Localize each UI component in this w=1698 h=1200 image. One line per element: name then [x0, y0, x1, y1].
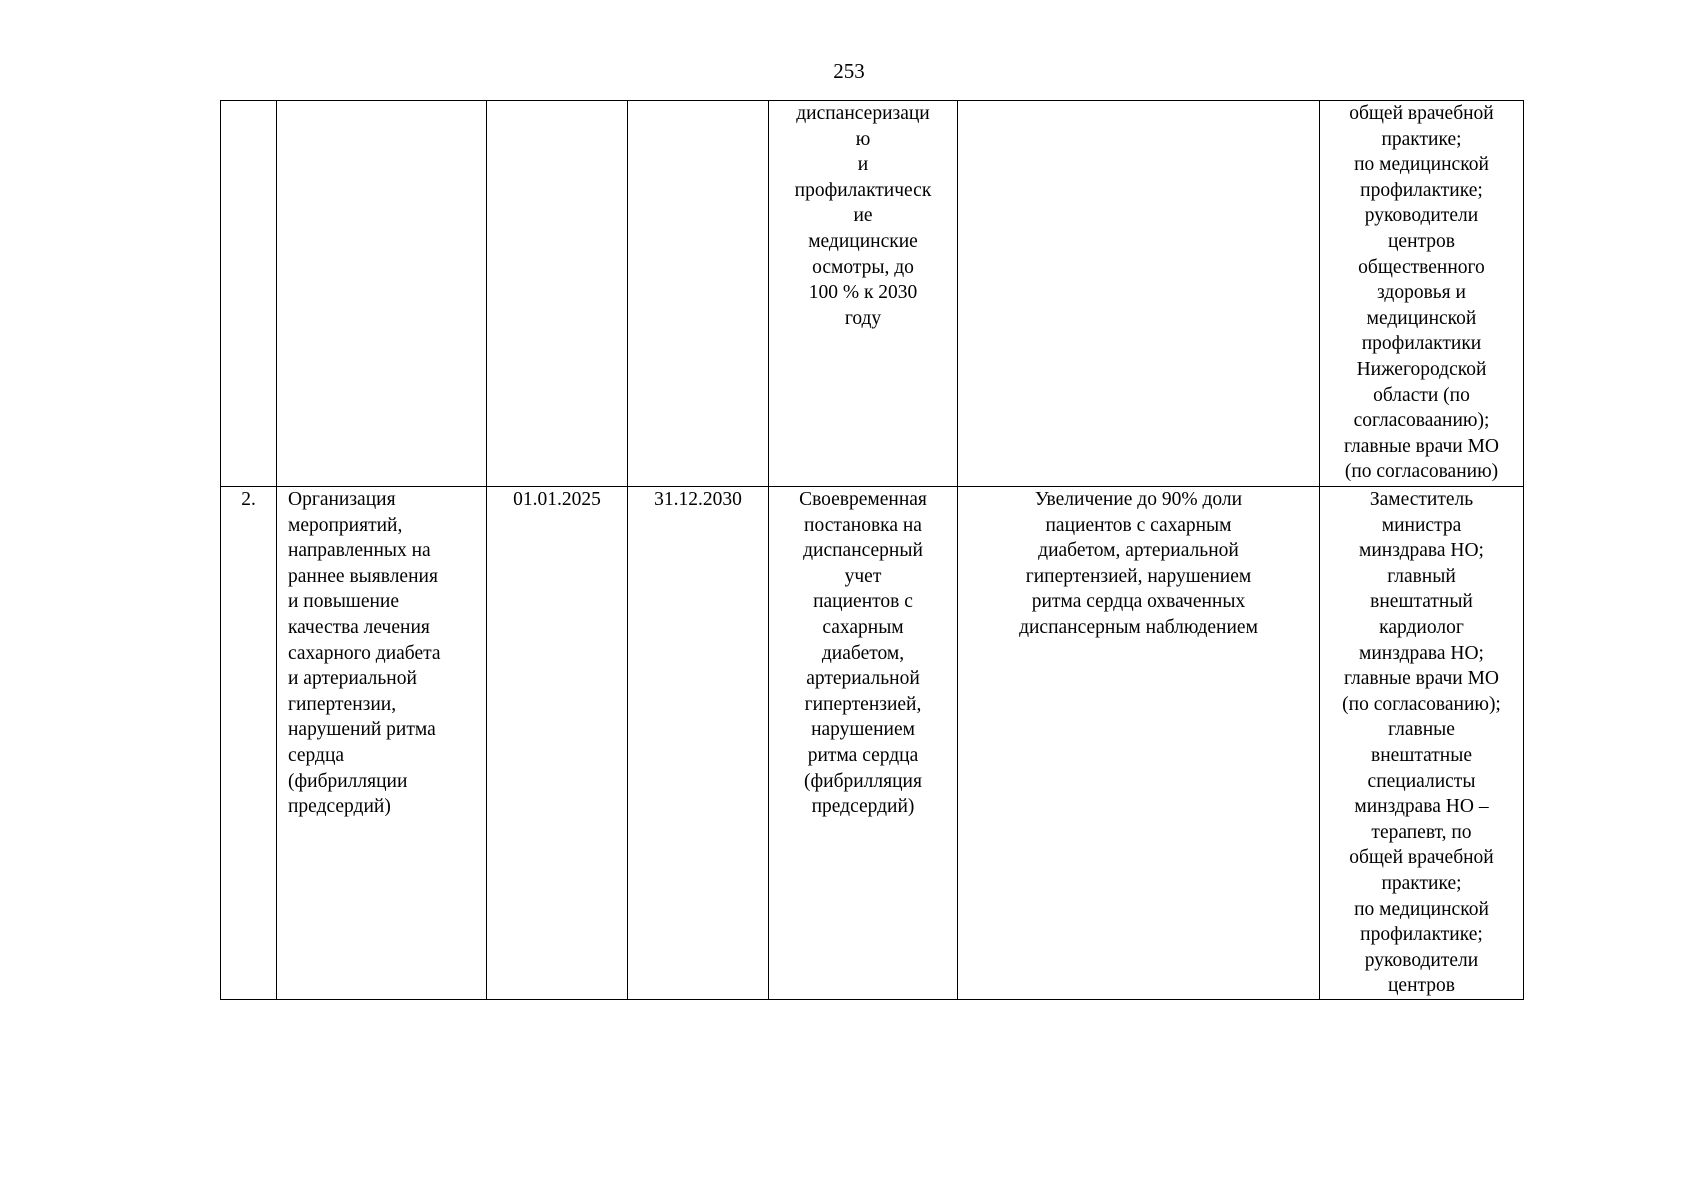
cell-measure-name: Организация мероприятий, направленных на раннее выявления и повышение качества лечения сахарного диабета и артериальной гипертензии, нарушений ритма сердца (фибрилляции предсердий)	[277, 487, 487, 1000]
page-number: 253	[833, 59, 865, 83]
cell-end-date	[628, 101, 769, 487]
cell-indicator: Увеличение до 90% доли пациентов с сахарным диабетом, артериальной гипертензией, нарушением ритма сердца охваченных диспансерным наблюдением	[958, 487, 1320, 1000]
cell-start-date: 01.01.2025	[487, 487, 628, 1000]
cell-end-date: 31.12.2030	[628, 487, 769, 1000]
cell-expected-result: диспансеризаци ю и профилактическ ие медицинские осмотры, до 100 % к 2030 году	[769, 101, 958, 487]
cell-start-date	[487, 101, 628, 487]
table-row	[221, 101, 1524, 487]
cell-indicator	[958, 101, 1320, 487]
cell-number	[221, 101, 277, 487]
cell-expected-result: Своевременная постановка на диспансерный учет пациентов с сахарным диабетом, артериальной гипертензией, нарушением ритма сердца (фибрилляция предсердий)	[769, 487, 958, 1000]
measures-table	[220, 100, 1524, 1000]
table-row	[221, 487, 1524, 1000]
cell-responsible: Заместитель министра минздрава НО; главный внештатный кардиолог минздрава НО; главные врачи МО (по согласованию); главные внештатные специалисты минздрава НО – терапевт, по общей врачебной практике; по медицинской профилактике; руководители центров	[1320, 487, 1524, 1000]
cell-measure-name	[277, 101, 487, 487]
cell-number: 2.	[221, 487, 277, 1000]
cell-responsible: общей врачебной практике; по медицинской профилактике; руководители центров общественного здоровья и медицинской профилактики Нижегородской области (по согласоваанию); главные врачи МО (по согласованию)	[1320, 101, 1524, 487]
